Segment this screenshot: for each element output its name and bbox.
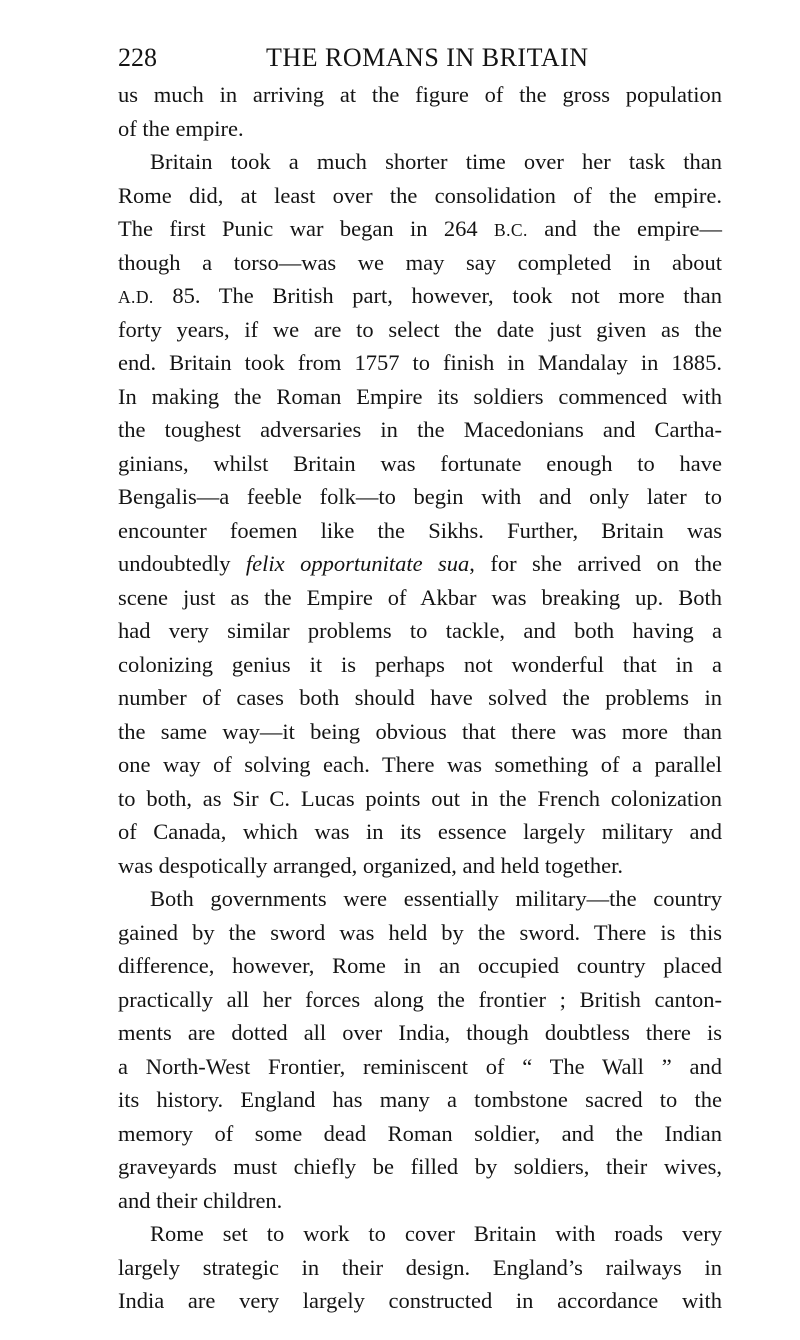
text-line: gained by the sword was held by the sword. There is this: [118, 919, 722, 945]
text-line: one way of solving each. There was something of a parallel: [118, 752, 722, 777]
text-line: In making the Roman Empire its soldiers commenced with: [118, 383, 722, 409]
text-line: its history. England has many a tombstone sacred to the: [118, 1087, 722, 1112]
text-line: Rome did, at least over the consolidation of the empire.: [118, 182, 722, 208]
book-page: [118, 38, 722, 1318]
running-title: THE ROMANS IN BRITAIN: [266, 43, 589, 72]
text-line: graveyards must chiefly be filled by soldiers, their wives,: [118, 1154, 722, 1179]
text-line: the same way—it being obvious that there was more than: [118, 718, 722, 744]
text-line: Rome set to work to cover Britain with roads very: [150, 1221, 722, 1246]
text-line: scene just as the Empire of Akbar was breaking up. Both: [118, 584, 722, 610]
text-line: largely strategic in their design. England’s railways in: [118, 1254, 722, 1280]
text-line: colonizing genius it is perhaps not wonderful that in a: [118, 651, 722, 677]
text-line: A.D. 85. The British part, however, took not more than: [118, 283, 722, 308]
page-number: 228: [118, 43, 157, 72]
text-line: ginians, whilst Britain was fortunate enough to have: [118, 450, 722, 476]
text-line: and their children.: [118, 1187, 283, 1213]
text-line: to both, as Sir C. Lucas points out in the French colonization: [118, 785, 722, 811]
page-header: [118, 38, 722, 78]
text-line: Bengalis—a feeble folk—to begin with and only later to: [118, 484, 722, 509]
text-line: number of cases both should have solved the problems in: [118, 685, 722, 710]
text-line: of the empire.: [118, 115, 244, 141]
body-text: [118, 78, 722, 1318]
text-line: of Canada, which was in its essence largely military and: [118, 819, 722, 844]
text-line: memory of some dead Roman soldier, and the Indian: [118, 1120, 722, 1146]
text-line: difference, however, Rome in an occupied country placed: [118, 953, 722, 978]
text-line: encounter foemen like the Sikhs. Further, Britain was: [118, 517, 722, 543]
text-line: India are very largely constructed in accordance with: [118, 1288, 722, 1313]
text-line: us much in arriving at the figure of the gross population: [118, 82, 722, 107]
text-line: practically all her forces along the frontier ; British canton-: [118, 986, 722, 1012]
text-line: undoubtedly felix opportunitate sua, for she arrived on the: [118, 551, 722, 576]
text-line: ments are dotted all over India, though doubtless there is: [118, 1020, 722, 1045]
text-line: Britain took a much shorter time over her task than: [150, 149, 722, 174]
text-line: The first Punic war began in 264 B.C. and the empire—: [118, 216, 722, 241]
text-line: was despotically arranged, organized, and held together.: [118, 852, 624, 878]
text-line: end. Britain took from 1757 to finish in Mandalay in 1885.: [118, 350, 722, 375]
text-line: Both governments were essentially military—the country: [150, 886, 722, 911]
text-line: the toughest adversaries in the Macedonians and Cartha-: [118, 417, 722, 442]
text-line: a North-West Frontier, reminiscent of “ The Wall ” and: [118, 1053, 722, 1079]
text-line: though a torso—was we may say completed in about: [118, 249, 722, 275]
text-line: had very similar problems to tackle, and both having a: [118, 618, 722, 643]
text-line: forty years, if we are to select the date just given as the: [118, 316, 722, 342]
